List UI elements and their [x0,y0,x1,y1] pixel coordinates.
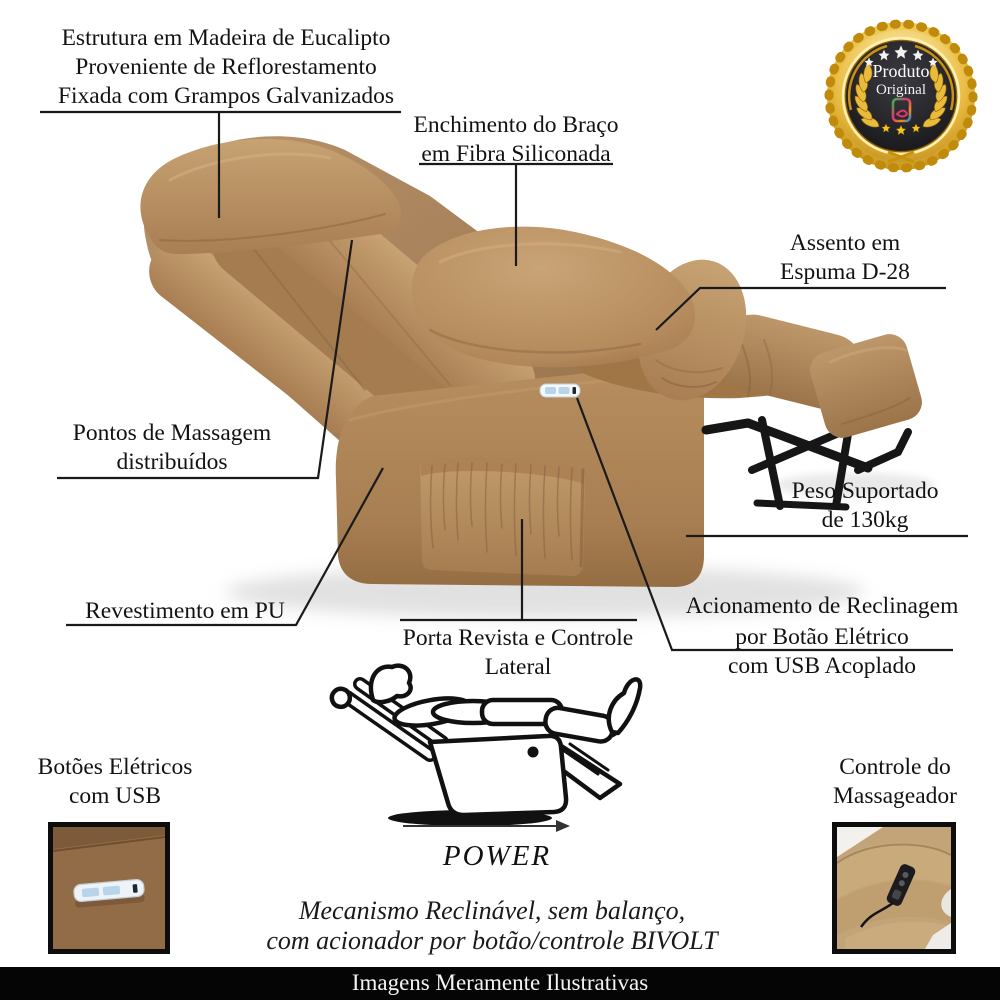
footer-disclaimer-text: Imagens Meramente Ilustrativas [351,970,649,995]
chair-armrest-pillow [412,227,695,368]
callout-text: distribuídos [116,449,228,475]
callout-acionamento-line3 [672,652,972,681]
mechanism-description [142,896,842,956]
callout-text: Estrutura em Madeira de Eucalipto [61,25,391,51]
power-label: POWER [442,840,552,872]
massage-remote-thumbnail [832,822,956,954]
mechanism-description-line: com acionador por botão/controle BIVOLT [266,926,718,955]
callout-porta-revista [388,624,648,682]
callout-text: Proveniente de Reflorestamento [75,54,377,80]
callout-controle [795,753,995,811]
callout-text: Pontos de Massagem [72,420,272,446]
callout-text: Espuma D-28 [780,259,910,285]
callout-text: Enchimento do Braço [413,112,619,138]
badge-subtitle: Original [876,82,926,98]
callout-text: Revestimento em PU [85,598,285,624]
callout-text: Botões Elétricos [37,754,193,780]
callout-text: em Fibra Siliconada [421,141,611,167]
callout-revestimento [60,597,310,626]
callout-text: Controle do [839,754,951,780]
recline-pictogram [332,666,640,826]
callout-text: Peso Suportado [791,478,939,504]
callout-enchimento [401,111,631,169]
callout-text: Assento em [789,230,901,256]
callout-peso [730,477,1000,535]
callout-text: Fixada com Grampos Galvanizados [57,83,395,109]
callout-text: com USB Acoplado [728,653,916,679]
callout-pontos [47,419,297,477]
electric-button-panel [540,384,580,397]
callout-text: Lateral [484,654,552,680]
callout-text: Acionamento de Reclinagem [685,593,959,619]
magazine-pocket [420,457,585,576]
callout-assento [715,229,975,287]
callout-acionamento [672,591,972,653]
massage-remote-thumbnail-art [837,827,951,949]
callout-text: Massageador [833,783,957,809]
callout-botoes [15,753,215,811]
callout-text: de 130kg [821,507,909,533]
mechanism-description-line: Mecanismo Reclinável, sem balanço, [298,896,686,925]
footer-disclaimer-bar [0,967,1000,1000]
callout-text: por Botão Elétrico [735,624,909,650]
badge-title: Produto [872,61,930,81]
callout-estrutura [21,24,431,111]
callout-text: Porta Revista e Controle [402,625,634,651]
original-product-badge [827,22,975,170]
callout-text: com USB [68,783,162,809]
